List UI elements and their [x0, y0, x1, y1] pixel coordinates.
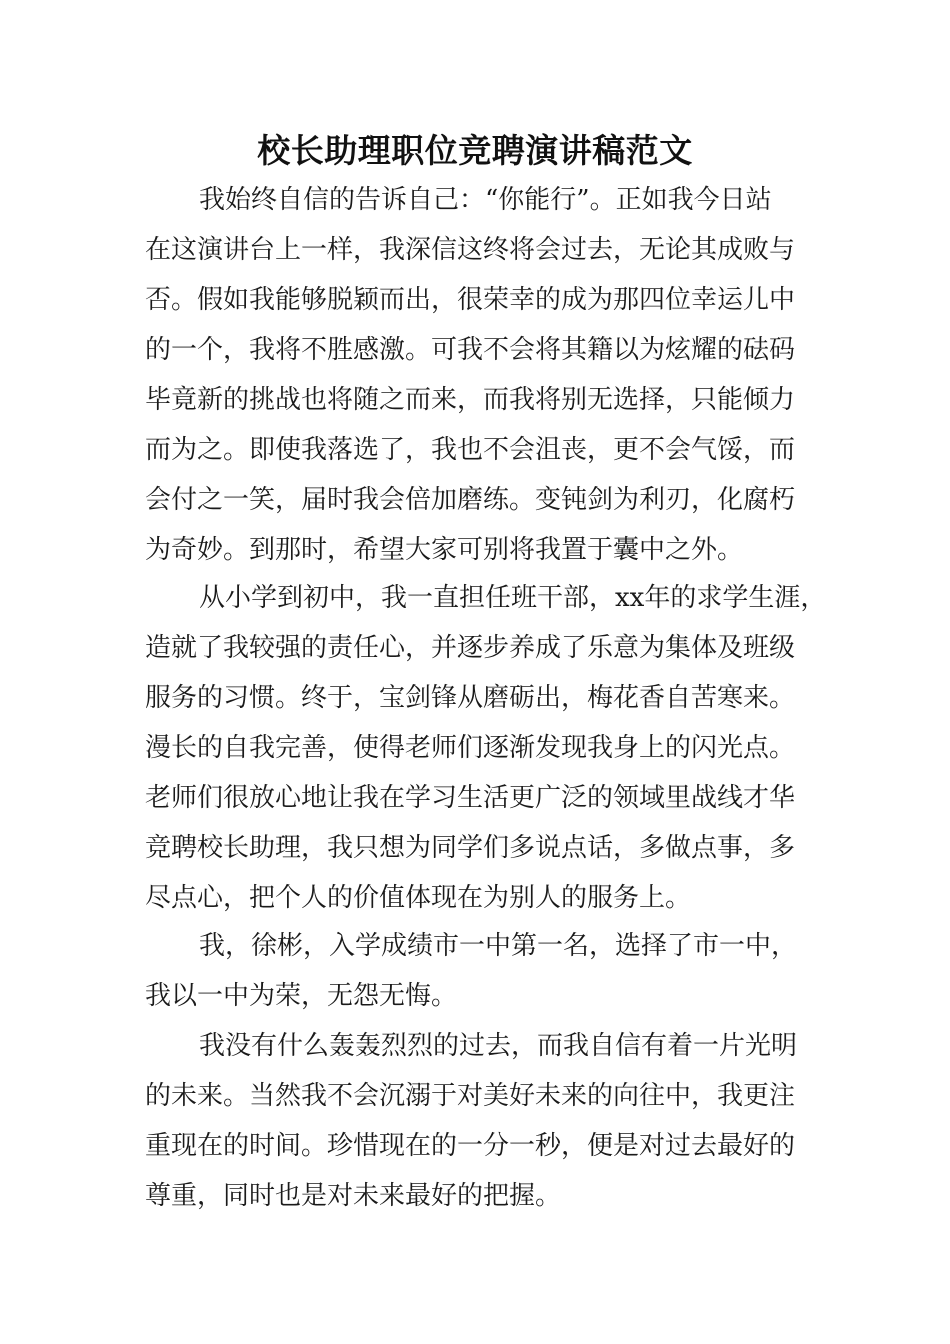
paragraph-line: 老师们很放心地让我在学习生活更广泛的领域里战线才华 [145, 783, 796, 813]
paragraph-line: 重现在的时间。珍惜现在的一分一秒，便是对过去最好的 [145, 1131, 796, 1161]
paragraph-4 [145, 1021, 797, 1221]
paragraph-line: 毕竟新的挑战也将随之而来，而我将别无选择，只能倾力 [145, 385, 796, 415]
paragraph-1 [145, 175, 795, 575]
paragraph-line: 从小学到初中，我一直担任班干部，xx年的求学生涯， [199, 583, 827, 613]
paragraph-line: 否。假如我能够脱颖而出，很荣幸的成为那四位幸运儿中 [145, 285, 796, 315]
paragraph-line: 造就了我较强的责任心，并逐步养成了乐意为集体及班级 [145, 633, 796, 663]
paragraph-line: 竞聘校长助理，我只想为同学们多说点话，多做点事，多 [145, 833, 796, 863]
document-title: 校长助理职位竞聘演讲稿范文 [257, 131, 693, 170]
paragraph-line: 我，徐彬，入学成绩市一中第一名，选择了市一中， [199, 931, 798, 961]
paragraph-line: 尽点心，把个人的价值体现在为别人的服务上。 [145, 883, 692, 913]
paragraph-line: 漫长的自我完善，使得老师们逐渐发现我身上的闪光点。 [145, 733, 796, 763]
paragraph-line: 在这演讲台上一样，我深信这终将会过去，无论其成败与 [145, 235, 796, 265]
paragraph-line: 为奇妙。到那时，希望大家可别将我置于囊中之外。 [145, 535, 744, 565]
paragraph-line: 我没有什么轰轰烈烈的过去，而我自信有着一片光明 [199, 1031, 798, 1061]
paragraph-3 [145, 921, 797, 1021]
paragraph-line: 的未来。当然我不会沉溺于对美好未来的向往中，我更注 [145, 1081, 796, 1111]
paragraph-line: 我始终自信的告诉自己：“你能行”。正如我今日站 [199, 185, 772, 215]
paragraph-line: 我以一中为荣，无怨无悔。 [145, 981, 458, 1011]
paragraph-line: 会付之一笑，届时我会倍加磨练。变钝剑为利刃，化腐朽 [145, 485, 796, 515]
paragraph-line: 尊重，同时也是对未来最好的把握。 [145, 1181, 562, 1211]
paragraph-line: 的一个，我将不胜感激。可我不会将其籍以为炫耀的砝码 [145, 335, 796, 365]
paragraph-line: 而为之。即使我落选了，我也不会沮丧，更不会气馁，而 [145, 435, 796, 465]
paragraph-line: 服务的习惯。终于，宝剑锋从磨砺出，梅花香自苦寒来。 [145, 683, 796, 713]
paragraph-2 [145, 573, 826, 923]
